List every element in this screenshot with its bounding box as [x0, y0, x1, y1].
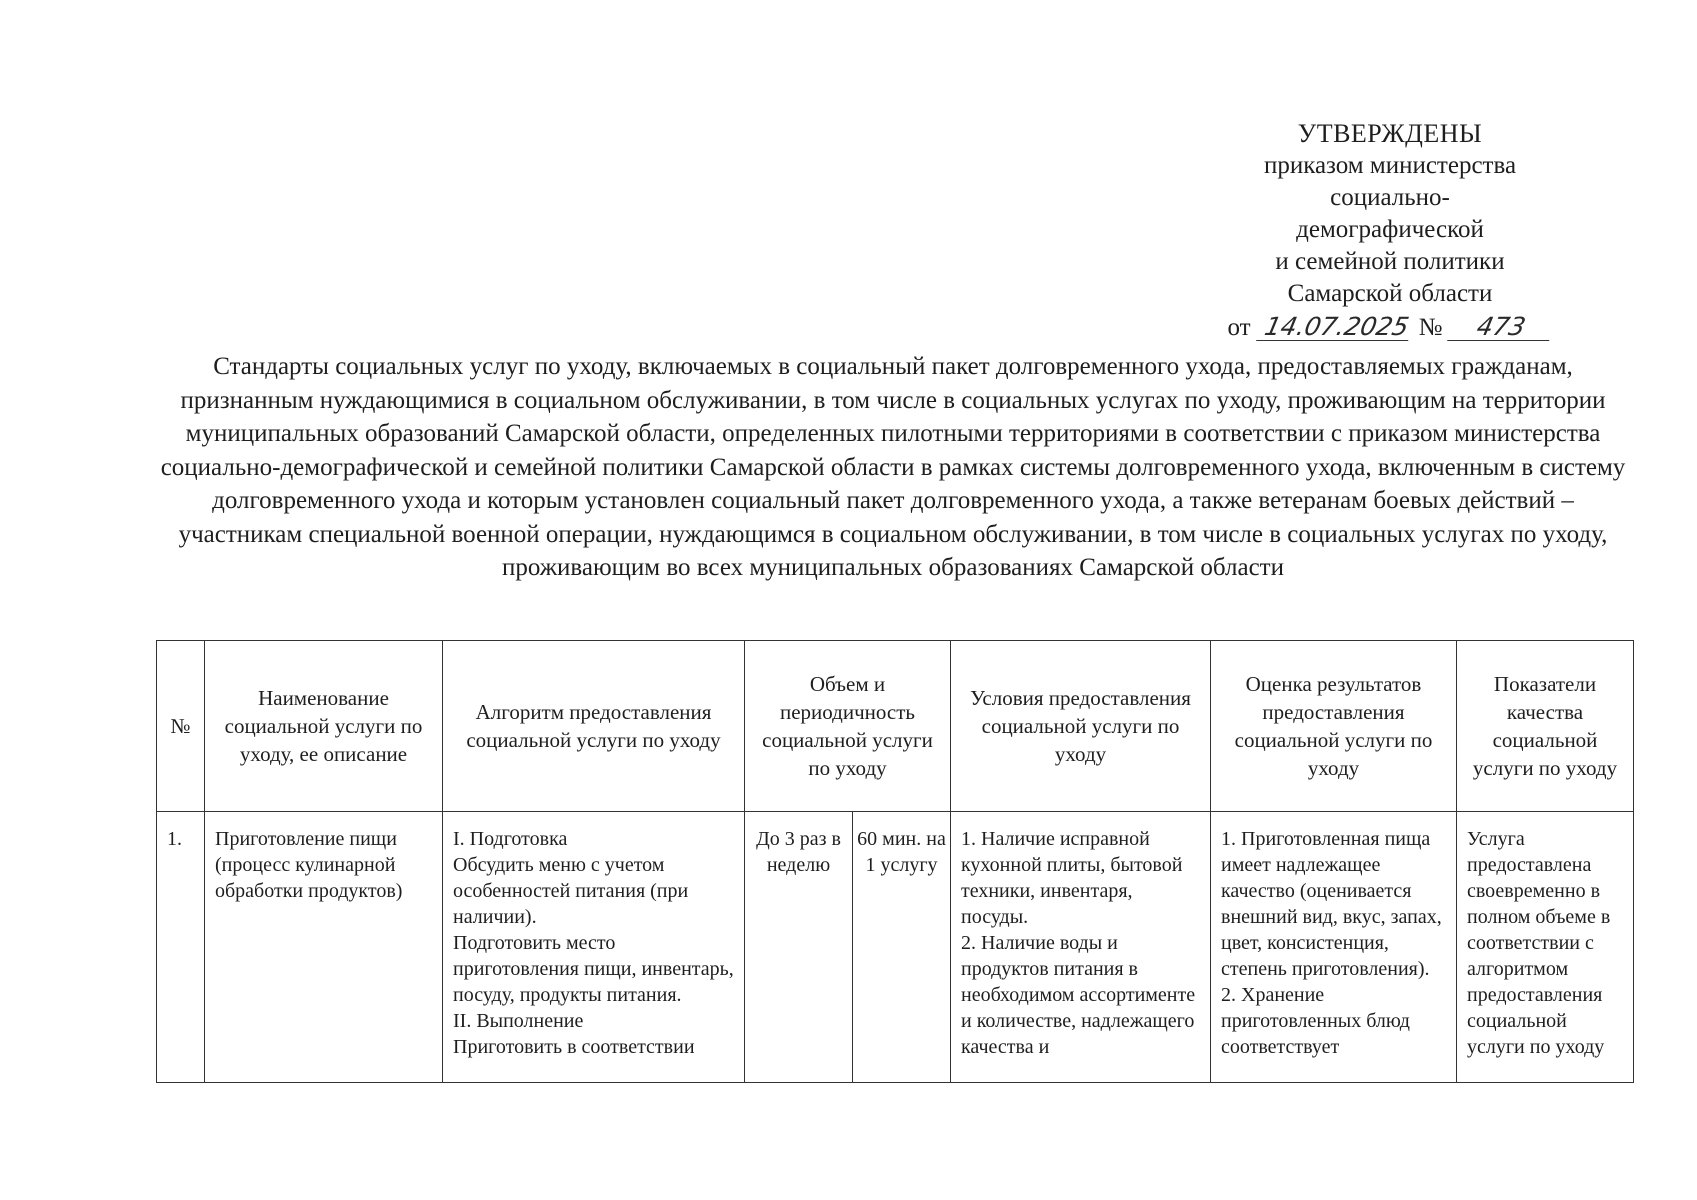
- algorithm-line: Приготовить в соответствии: [453, 1036, 695, 1058]
- algorithm-line: I. Подготовка: [453, 828, 568, 850]
- algorithm-line: Обсудить меню с учетом особенностей питания (при наличии).: [453, 854, 689, 928]
- handwritten-date: 14.07.2025: [1256, 314, 1414, 341]
- approval-line: социально-демографической: [1296, 184, 1484, 243]
- header-algorithm: Алгоритм предоставления социальной услуги по уходу: [443, 641, 745, 812]
- header-volume: Объем и периодичность социальной услуги по уходу: [745, 641, 951, 812]
- cell-conditions: [951, 812, 1211, 1083]
- approval-date-row: [1227, 312, 1540, 344]
- algorithm-line: Подготовить место приготовления пищи, инвентарь, посуду, продукты питания.: [453, 932, 734, 1006]
- header-service-name: Наименование социальной услуги по уходу, ее описание: [205, 641, 443, 812]
- date-prefix: от: [1227, 314, 1251, 341]
- number-prefix: №: [1418, 314, 1443, 341]
- cell-quality: Услуга предоставлена своевременно в полном объеме в соответствии с алгоритмом предоставления социальной услуги по уходу: [1457, 812, 1634, 1083]
- table-row: [157, 812, 1634, 1083]
- header-assessment: Оценка результатов предоставления социальной услуги по уходу: [1211, 641, 1457, 812]
- document-title: Стандарты социальных услуг по уходу, включаемых в социальный пакет долговременного ухода, предоставляемых гражданам, признанным нуждающимися в социальном обслуживании, в том числе в социальных услугах по уходу, проживающим на территории муниципальных образований Самарской области, определенных пилотными территориями в соответствии с приказом министерства социально-демографической и семейной политики Самарской области в рамках системы долговременного ухода, включенным в систему долговременного ухода и которым установлен социальный пакет долговременного ухода, а также ветеранам боевых действий – участникам специальной военной операции, нуждающимся в социальном обслуживании, в том числе в социальных услугах по уходу, проживающим во всех муниципальных образованиях Самарской области: [160, 353, 1626, 581]
- header-num: №: [157, 641, 205, 812]
- assessment-line: 2. Хранение приготовленных блюд соответствует: [1221, 984, 1410, 1058]
- approval-line: и семейной политики: [1275, 248, 1505, 275]
- cell-assessment: [1211, 812, 1457, 1083]
- approval-line: Самарской области: [1287, 280, 1493, 307]
- algorithm-line: II. Выполнение: [453, 1010, 584, 1032]
- cell-periodicity: До 3 раз в неделю: [745, 812, 853, 1083]
- approval-stamp: [1227, 118, 1540, 344]
- approval-line: приказом министерства: [1263, 152, 1517, 179]
- table-header-row: [157, 641, 1634, 812]
- cell-algorithm: [443, 812, 745, 1083]
- condition-line: 1. Наличие исправной кухонной плиты, бытовой техники, инвентаря, посуды.: [961, 828, 1183, 928]
- handwritten-number: 473: [1448, 314, 1556, 341]
- cell-num: 1.: [157, 812, 205, 1083]
- standards-table: [156, 640, 1634, 1083]
- cell-service-name: Приготовление пищи (процесс кулинарной обработки продуктов): [205, 812, 443, 1083]
- header-conditions: Условия предоставления социальной услуги по уходу: [951, 641, 1211, 812]
- cell-duration: 60 мин. на 1 услугу: [853, 812, 951, 1083]
- assessment-line: 1. Приготовленная пища имеет надлежащее качество (оценивается внешний вид, вкус, запах, цвет, консистенция, степень приготовления).: [1221, 828, 1442, 980]
- condition-line: 2. Наличие воды и продуктов питания в необходимом ассортименте и количестве, надлежащего качества и: [961, 932, 1196, 1058]
- approval-title: УТВЕРЖДЕНЫ: [1297, 119, 1483, 148]
- header-quality: Показатели качества социальной услуги по уходу: [1457, 641, 1634, 812]
